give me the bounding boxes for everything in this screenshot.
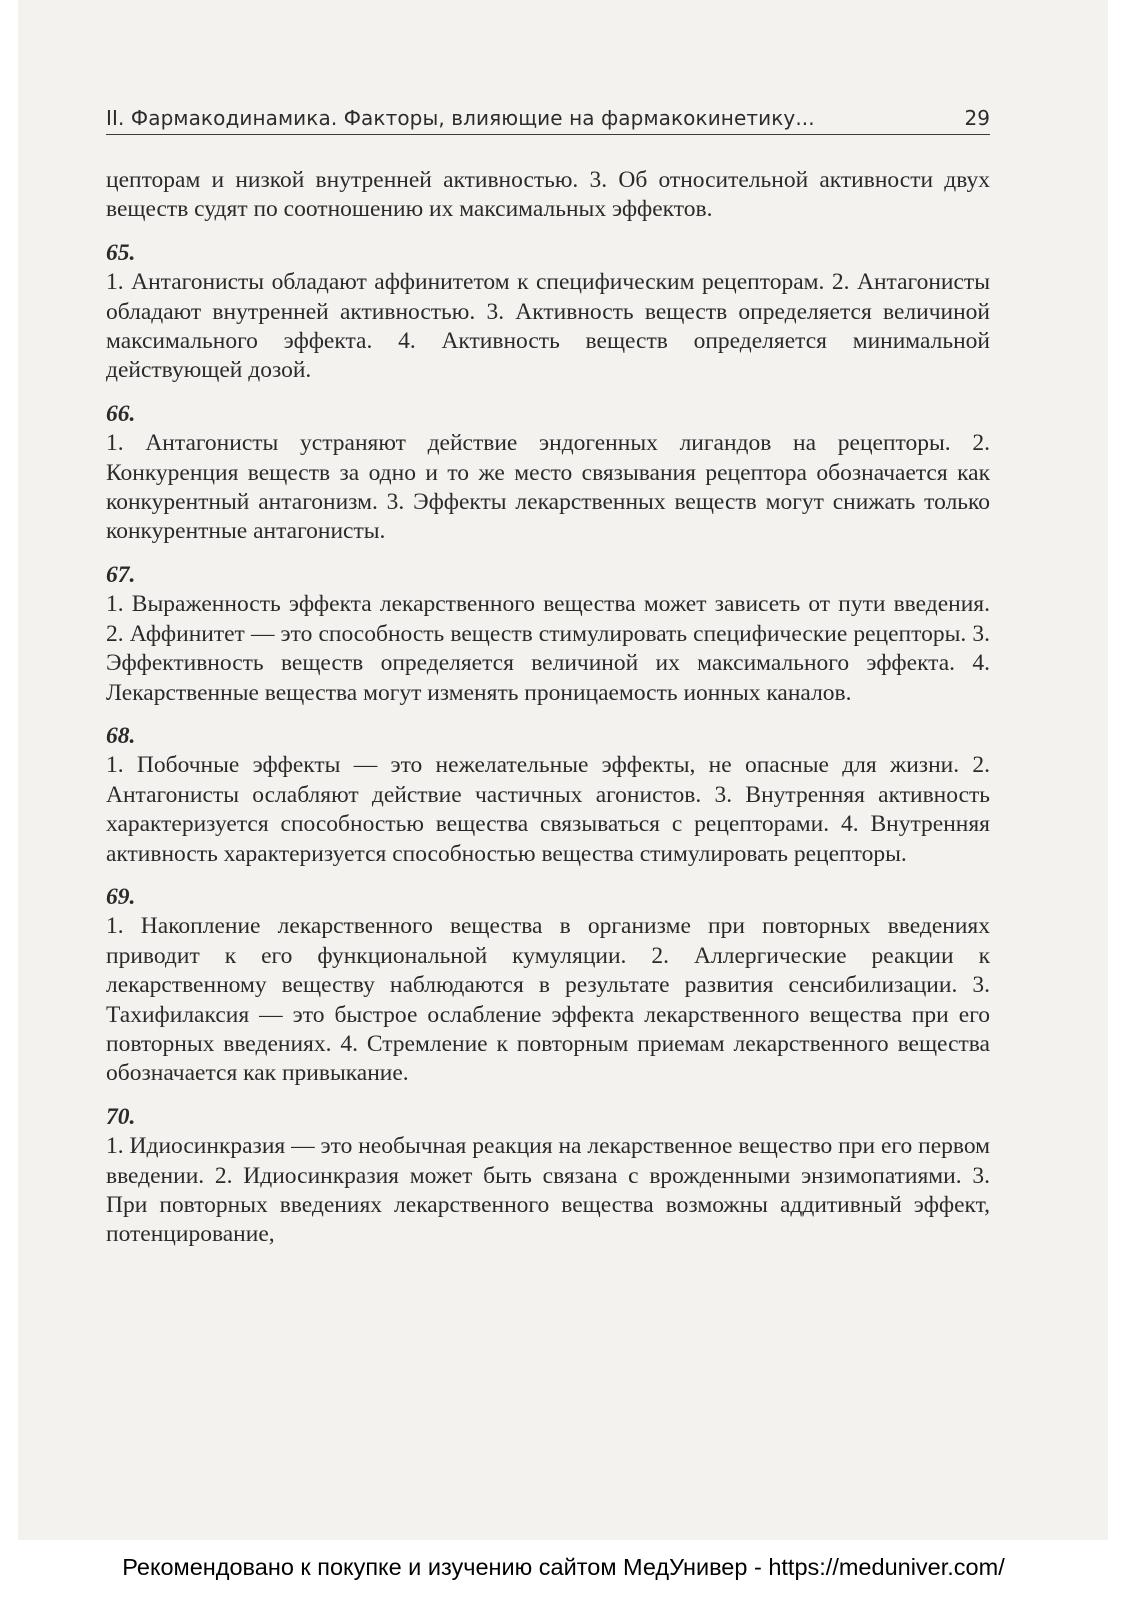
- page-header: [106, 104, 990, 135]
- question-block: [106, 1103, 990, 1250]
- question-number: 67.: [106, 561, 136, 588]
- question-block: [106, 239, 990, 386]
- running-title: II. Фармакодинамика. Факторы, влияющие на фармакокинетику...: [106, 106, 815, 130]
- question-block: [106, 561, 990, 708]
- page-content: [106, 166, 990, 1250]
- question-text: 1. Накопление лекарственного вещества в организме при повторных введениях приводит к его функциональной кумуляции. 2. Аллергические реакции к лекарственному веществу наблюдаются в результате развития сенсибилизации. 3. Тахифилаксия — это быстрое ослабление эффекта лекарственного вещества при его повторных введениях. 4. Стремление к повторным приемам лекарственного вещества обозначается как привыкание.: [106, 913, 990, 1087]
- question-text: 1. Идиосинкразия — это необычная реакция на лекарственное вещество при его первом введении. 2. Идиосинкразия может быть связана с врожденными энзимопатиями. 3. При повторных введениях лекарственного вещества возможны аддитивный эффект, потенцирование,: [106, 1133, 990, 1248]
- question-number: 66.: [106, 400, 136, 427]
- question-text: 1. Побочные эффекты — это нежелательные эффекты, не опасные для жизни. 2. Антагонисты ослабляют действие частичных агонистов. 3. Внутренняя активность характеризуется способностью вещества связываться с рецепторами. 4. Внутренняя активность характеризуется способностью вещества стимулировать рецепторы.: [106, 752, 990, 867]
- page-number: 29: [964, 106, 990, 130]
- question-number: 69.: [106, 883, 136, 910]
- question-block: [106, 400, 990, 547]
- question-number: 68.: [106, 722, 136, 749]
- question-text: 1. Выраженность эффекта лекарственного вещества может зависеть от пути введения. 2. Аффинитет — это способность веществ стимулировать специфические рецепторы. 3. Эффективность веществ определяется величиной их максимального эффекта. 4. Лекарственные вещества могут изменять проницаемость ионных каналов.: [106, 591, 990, 706]
- footer-watermark: Рекомендовано к покупке и изучению сайтом МедУнивер - https://meduniver.com/: [122, 1554, 1005, 1580]
- question-text: 1. Антагонисты устраняют действие эндогенных лигандов на рецепторы. 2. Конкуренция веществ за одно и то же место связывания рецептора обозначается как конкурентный антагонизм. 3. Эффекты лекарственных веществ могут снижать только конкурентные антагонисты.: [106, 430, 990, 545]
- question-block: [106, 722, 990, 869]
- question-number: 65.: [106, 239, 136, 266]
- question-block: [106, 883, 990, 1089]
- intro-paragraph: цепторам и низкой внутренней активностью. 3. Об относительной активности двух веществ судят по соотношению их максимальных эффектов.: [106, 167, 990, 223]
- question-number: 70.: [106, 1103, 136, 1130]
- question-text: 1. Антагонисты обладают аффинитетом к специфическим рецепторам. 2. Антагонисты обладают внутренней активностью. 3. Активность веществ определяется величиной максимального эффекта. 4. Активность веществ определяется минимальной действующей дозой.: [106, 269, 990, 384]
